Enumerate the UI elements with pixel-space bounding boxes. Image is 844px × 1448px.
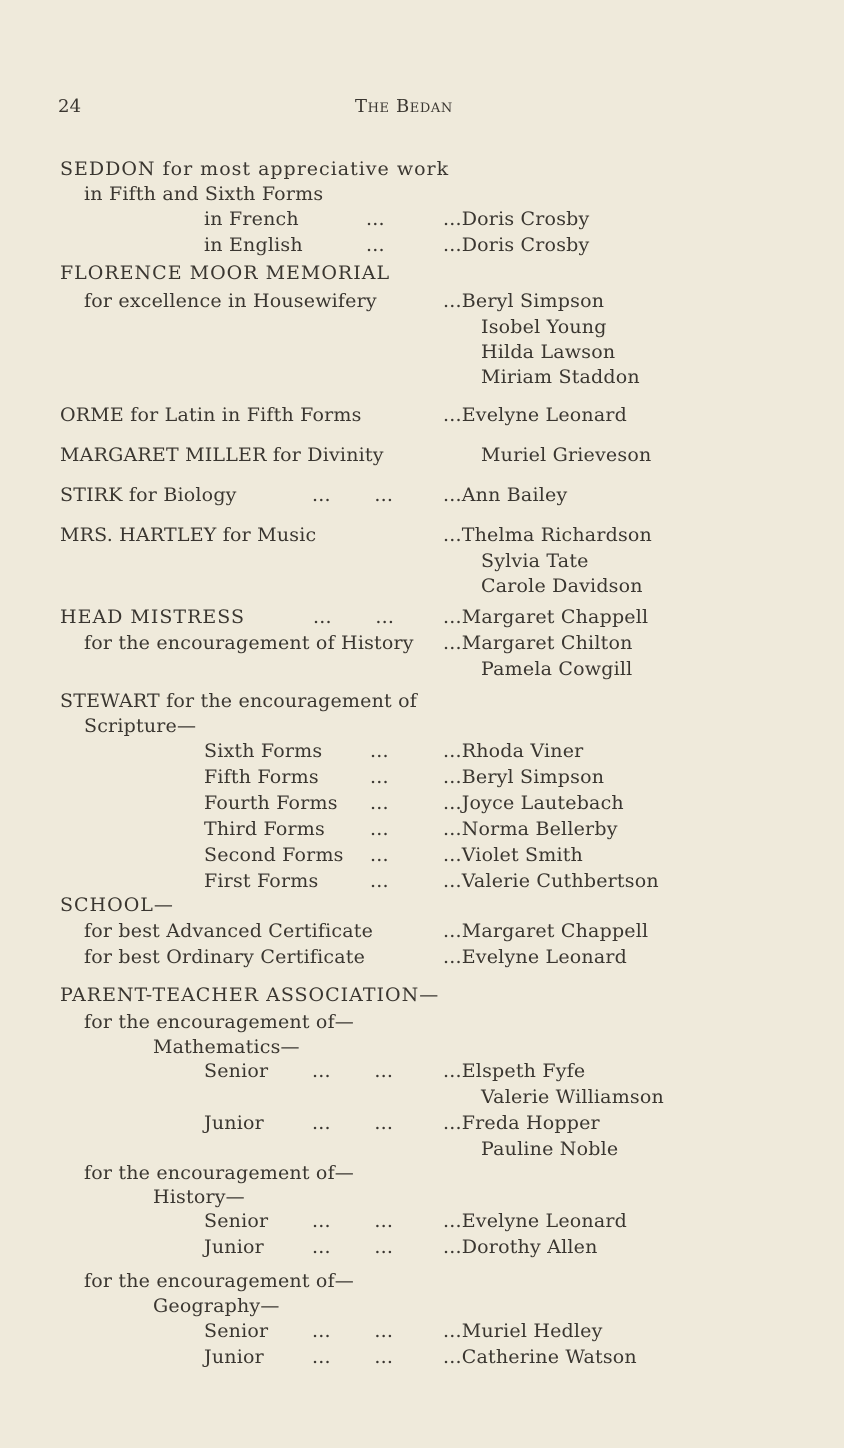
pta-encouragement-2: for the encouragement of— [84,1162,355,1184]
math-junior-label: Junior [204,1112,264,1134]
school-title: SCHOOL— [60,894,174,916]
form-fifth-winner: ...Beryl Simpson [443,766,605,788]
seddon-english-dots: ... [366,234,385,256]
head-mistress-title: HEAD MISTRESS [60,606,245,628]
geography-senior-label: Senior [204,1320,269,1342]
moor-winner-2: Isobel Young [481,316,607,338]
history-junior-winner: ...Dorothy Allen [443,1236,598,1258]
hartley-winner-2: Sylvia Tate [481,550,589,572]
moor-title: FLORENCE MOOR MEMORIAL [60,262,391,284]
school-advanced-winner: ...Margaret Chappell [443,920,649,942]
hartley-winner-3: Carole Davidson [481,575,643,597]
history-junior-label: Junior [204,1236,264,1258]
form-sixth-label: Sixth Forms [204,740,323,762]
moor-subtitle: for excellence in Housewifery [84,290,377,312]
geography-junior-label: Junior [204,1346,264,1368]
form-first-label: First Forms [204,870,319,892]
form-sixth-winner: ...Rhoda Viner [443,740,584,762]
stirk-dots: ... ... [312,484,394,506]
form-second-dots: ... [370,844,389,866]
geography-junior-dots: ... ... [312,1346,394,1368]
head-mistress-dots: ... ... [313,606,395,628]
form-first-winner: ...Valerie Cuthbertson [443,870,659,892]
pta-mathematics: Mathematics— [153,1036,300,1058]
head-mistress-winner-3: Pamela Cowgill [481,658,633,680]
form-first-dots: ... [370,870,389,892]
form-fourth-winner: ...Joyce Lautebach [443,792,624,814]
form-fifth-dots: ... [370,766,389,788]
head-mistress-subtitle: for the encouragement of History [84,632,414,654]
form-third-dots: ... [370,818,389,840]
math-junior-dots: ... ... [312,1112,394,1134]
miller-winner: Muriel Grieveson [481,444,652,466]
form-third-winner: ...Norma Bellerby [443,818,618,840]
seddon-english-winner: ...Doris Crosby [443,234,590,256]
hartley-winner-1: ...Thelma Richardson [443,524,652,546]
miller-title: MARGARET MILLER for Divinity [60,444,384,466]
math-senior-winner-1: ...Elspeth Fyfe [443,1060,586,1082]
history-senior-dots: ... ... [312,1210,394,1232]
geography-senior-winner: ...Muriel Hedley [443,1320,603,1342]
geography-junior-winner: ...Catherine Watson [443,1346,637,1368]
pta-geography: Geography— [153,1295,280,1317]
history-junior-dots: ... ... [312,1236,394,1258]
history-senior-label: Senior [204,1210,269,1232]
moor-winner-3: Hilda Lawson [481,341,616,363]
school-advanced-label: for best Advanced Certificate [84,920,374,942]
geography-senior-dots: ... ... [312,1320,394,1342]
head-mistress-winner-1: ...Margaret Chappell [443,606,649,628]
seddon-french-winner: ...Doris Crosby [443,208,590,230]
pta-encouragement-1: for the encouragement of— [84,1011,355,1033]
page-title: The Bedan [355,96,453,117]
seddon-english-label: in English [204,234,303,256]
pta-history: History— [153,1186,245,1208]
history-senior-winner: ...Evelyne Leonard [443,1210,628,1232]
math-senior-winner-2: Valerie Williamson [481,1086,664,1108]
seddon-french-label: in French [204,208,299,230]
math-senior-dots: ... ... [312,1060,394,1082]
math-junior-winner-1: ...Freda Hopper [443,1112,600,1134]
moor-winner-1: ...Beryl Simpson [443,290,605,312]
seddon-title: SEDDON for most appreciative work [60,158,450,180]
orme-title: ORME for Latin in Fifth Forms [60,404,362,426]
form-fourth-label: Fourth Forms [204,792,338,814]
math-senior-label: Senior [204,1060,269,1082]
head-mistress-winner-2: ...Margaret Chilton [443,632,633,654]
math-junior-winner-2: Pauline Noble [481,1138,619,1160]
seddon-subtitle: in Fifth and Sixth Forms [84,183,324,205]
hartley-title: MRS. HARTLEY for Music [60,524,317,546]
form-fifth-label: Fifth Forms [204,766,319,788]
pta-encouragement-3: for the encouragement of— [84,1270,355,1292]
form-second-winner: ...Violet Smith [443,844,583,866]
stewart-subtitle: Scripture— [84,715,197,737]
school-ordinary-label: for best Ordinary Certificate [84,946,366,968]
stewart-title: STEWART for the encouragement of [60,690,417,712]
seddon-french-dots: ... [366,208,385,230]
stirk-title: STIRK for Biology [60,484,237,506]
page-number: 24 [58,96,82,117]
pta-title: PARENT-TEACHER ASSOCIATION— [60,984,440,1006]
form-fourth-dots: ... [370,792,389,814]
moor-winner-4: Miriam Staddon [481,366,640,388]
orme-winner: ...Evelyne Leonard [443,404,628,426]
form-sixth-dots: ... [370,740,389,762]
school-ordinary-winner: ...Evelyne Leonard [443,946,628,968]
stirk-winner: ...Ann Bailey [443,484,568,506]
form-second-label: Second Forms [204,844,344,866]
form-third-label: Third Forms [204,818,325,840]
